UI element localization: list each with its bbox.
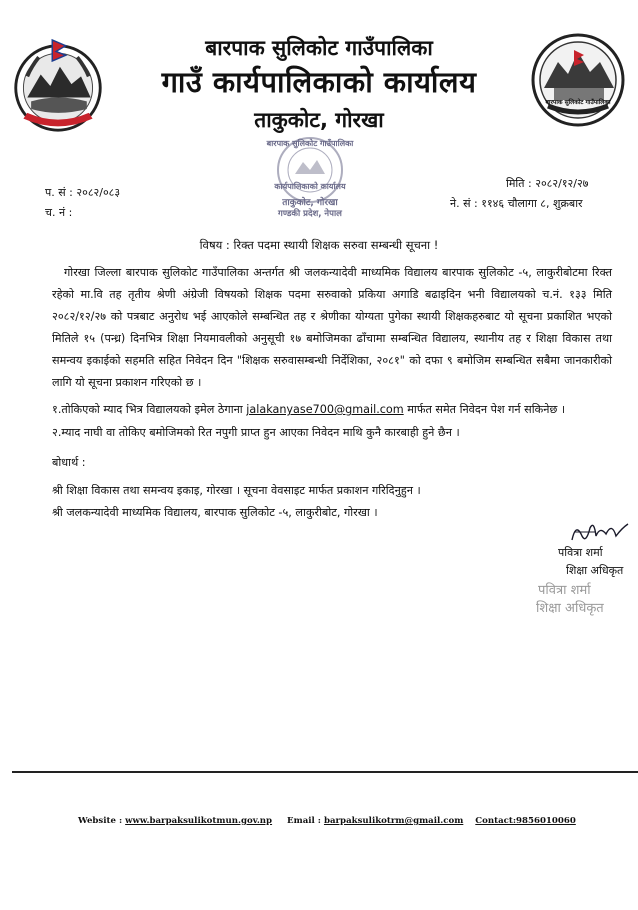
notice-subject: विषय : रिक्त पदमा स्थायी शिक्षक सरुवा सम्बन्धी सूचना ! bbox=[199, 238, 439, 252]
officer-stamp-title: शिक्षा अधिकृत bbox=[536, 601, 604, 616]
officer-stamp-name: पवित्रा शर्मा bbox=[538, 583, 591, 598]
footer-website-link[interactable]: www.barpaksulikotmun.gov.np bbox=[125, 816, 273, 826]
footer-email-link[interactable]: barpaksulikotrm@gmail.com bbox=[323, 816, 464, 826]
handwritten-signature bbox=[568, 518, 630, 548]
school-email-link[interactable]: jalakanyase700@gmail.com bbox=[246, 403, 404, 416]
emblem-ribbon-text: बारपाक सुलिकोट गाउँपालिका bbox=[545, 99, 611, 106]
footer-contact-line bbox=[78, 816, 576, 826]
point-one-text-end: मार्फत समेत निवेदन पेश गर्न सकिनेछ । bbox=[407, 403, 566, 416]
stamp-address-text: ताकुकोट, गोरखा bbox=[282, 198, 338, 208]
letter-date: मिति : २०८२/१२/२७ bbox=[506, 177, 589, 190]
notice-body-paragraph: गोरखा जिल्ला बारपाक सुलिकोट गाउँपालिका अन्तर्गत श्री जलकन्यादेवी माध्यमिक विद्यालय बारपाक सुलिकोट -५, लाकुरीबोटमा रिक्त रहेको मा.वि तह तृतीय श्रेणी अंग्रेजी विषयको शिक्षक पदमा सरुवाको प्रकिया अगाडि बढाइदिन भनी विद्यालयको च.नं. १३३ मिति २०८२/१२/२७ को पत्रबाट अनुरोध भई आएकोले सम्बन्धित तह र श्रेणीका योग्यता पुगेका स्थायी शिक्षकहरुबाट यो सूचना प्रकाशित भएको मितिले १५ (पन्ध्र) दिनभित्र शिक्षा नियमावलीको अनुसूची १७ बमोजिमका ढाँचामा सम्बन्धित विद्यालय, स्थानीय तह र शिक्षा विकास तथा समन्वय इकाईको सहमति सहित निवेदन दिन "शिक्षक सरुवासम्बन्धी निर्देशिका, २०८१" को दफा ९ बमोजिम सम्बन्धित सबैमा जानकारीको लागि यो सूचना प्रकाशन गरिएको छ । bbox=[52, 266, 612, 389]
footer-website-label: Website : bbox=[78, 816, 123, 826]
bodhartha-item-1: श्री शिक्षा विकास तथा समन्वय इकाइ, गोरखा । सूचना वेवसाइट मार्फत प्रकाशन गरिदिनुहुन । bbox=[52, 484, 421, 497]
letter-reference-number: प. सं : २०८२/०८३ bbox=[45, 186, 121, 199]
point-one bbox=[52, 402, 565, 417]
bodhartha-item-2: श्री जलकन्यादेवी माध्यमिक विद्यालय, बारपाक सुलिकोट -५, लाकुरीबोट, गोरखा । bbox=[52, 506, 378, 519]
dispatch-number: च. नं : bbox=[45, 206, 73, 219]
office-title: गाउँ कार्यपालिकाको कार्यालय bbox=[161, 65, 477, 99]
footer-divider bbox=[12, 771, 638, 773]
stamp-province-text: गण्डकी प्रदेश, नेपाल bbox=[278, 209, 342, 219]
stamp-top-text: बारपाक सुलिकोट गाउँपालिका bbox=[266, 139, 354, 148]
point-one-text: १.तोकिएको म्याद भित्र विद्यालयको इमेल ठेगाना bbox=[52, 403, 243, 416]
officer-title: शिक्षा अधिकृत bbox=[566, 564, 624, 577]
point-two: २.म्याद नाघी वा तोकिए बमोजिमको रित नपुगी प्राप्त हुन आएका निवेदन माथि कुनै कारबाही हुने छैन । bbox=[52, 426, 460, 439]
office-address: ताकुकोट, गोरखा bbox=[254, 108, 384, 132]
footer-contact: Contact:9856010060 bbox=[475, 816, 576, 826]
stamp-mid-text: कार्यपालिकाको कार्यालय bbox=[274, 182, 346, 191]
municipality-name: बारपाक सुलिकोट गाउँपालिका bbox=[205, 36, 433, 60]
bodhartha-label: बोधार्थ : bbox=[52, 456, 86, 469]
officer-name: पवित्रा शर्मा bbox=[558, 546, 603, 559]
nepal-sambat-date: ने. सं : ११४६ चौलागा ८, शुक्रबार bbox=[450, 197, 583, 210]
footer-email-label: Email : bbox=[287, 816, 321, 826]
